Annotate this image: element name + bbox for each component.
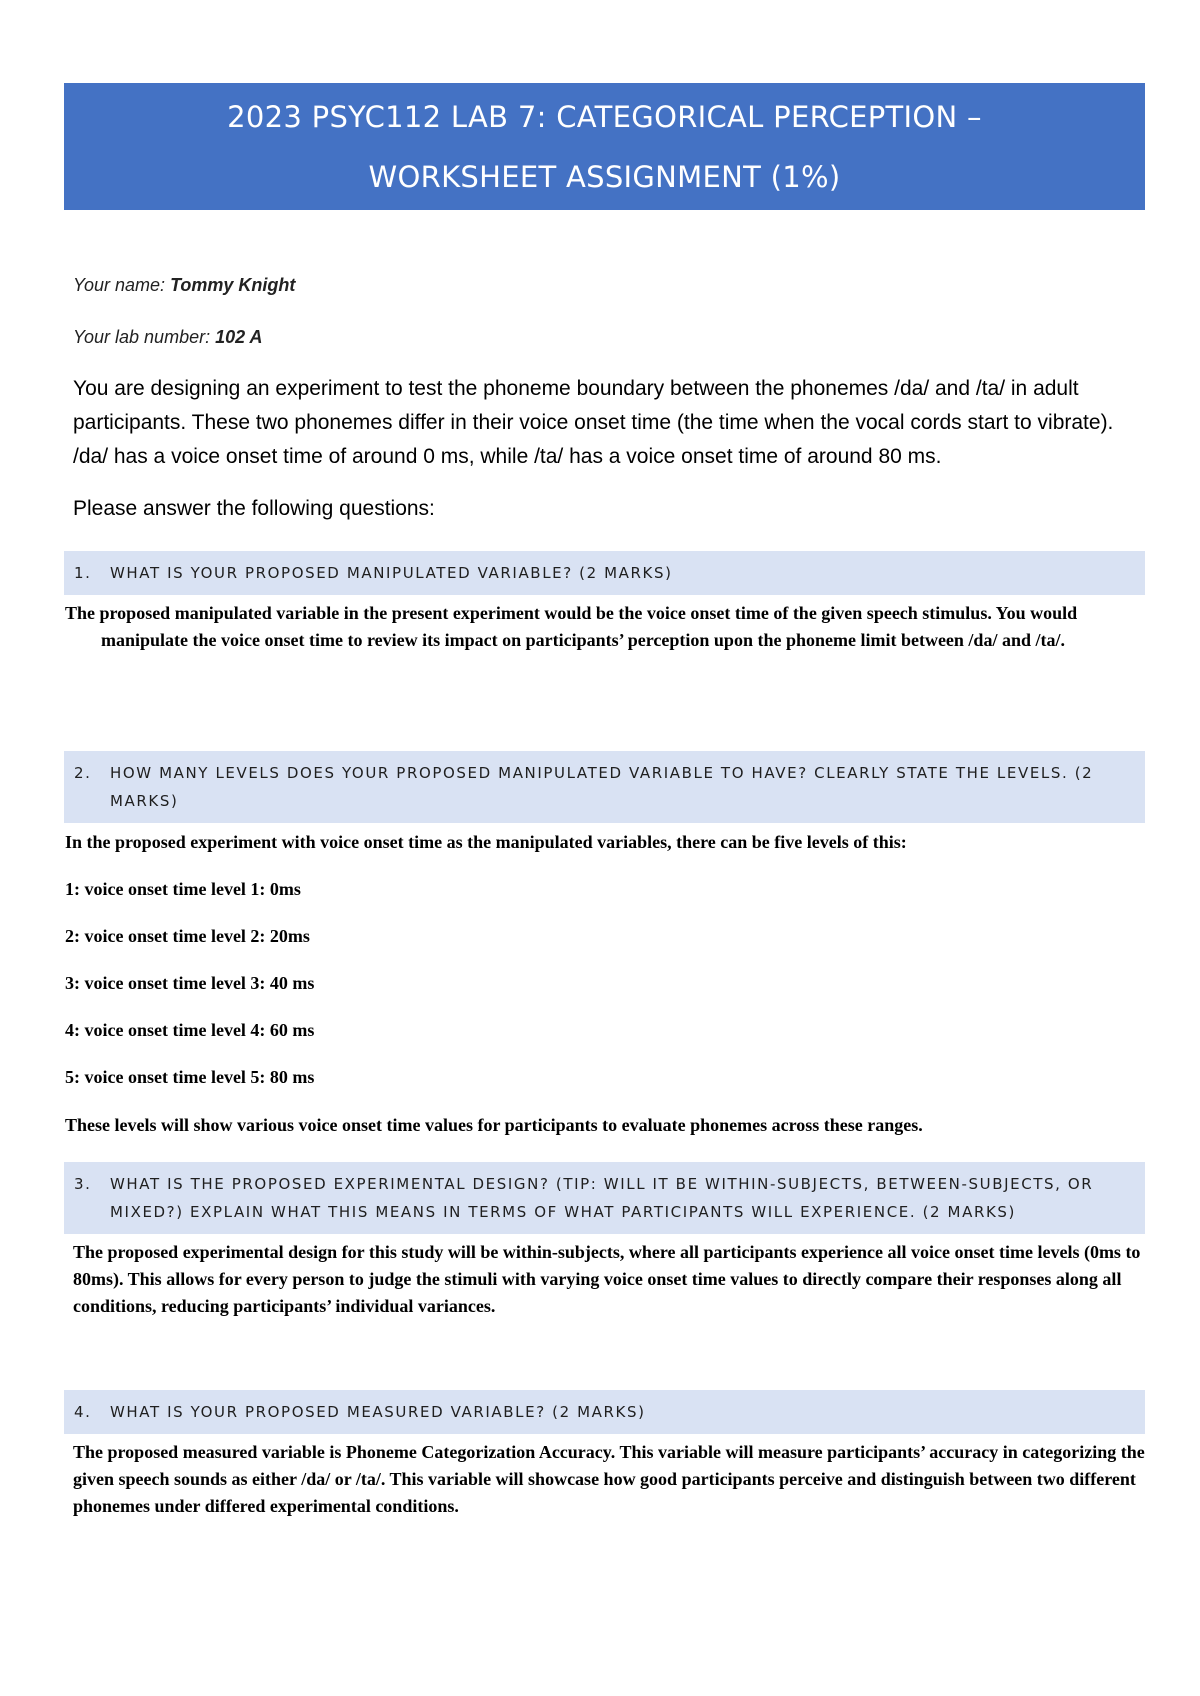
level-item-4: 4: voice onset time level 4: 60 ms (65, 1020, 315, 1040)
question-2-text: HOW MANY LEVELS DOES YOUR PROPOSED MANIPULATED VARIABLE TO HAVE? CLEARLY STATE THE LEVELS. (2 MARKS) (110, 764, 1094, 810)
question-2-header (64, 751, 1145, 823)
title-line-1: 2023 PSYC112 LAB 7: CATEGORICAL PERCEPTION – (227, 100, 982, 134)
student-name-value: Tommy Knight (170, 275, 296, 295)
student-name-label: Your name: (73, 275, 166, 295)
question-4-number: 4. (74, 1403, 92, 1421)
title-banner (64, 83, 1145, 210)
question-2-answer-intro: In the proposed experiment with voice onset time as the manipulated variables, there can be five levels of this: (65, 832, 907, 852)
instructions-prompt: Please answer the following questions: (73, 497, 435, 520)
lab-number-value: 102 A (215, 327, 263, 347)
question-4-text: WHAT IS YOUR PROPOSED MEASURED VARIABLE? (2 MARKS) (110, 1403, 646, 1421)
question-1-number: 1. (74, 564, 92, 582)
question-4-header (64, 1390, 1145, 1434)
level-item-2: 2: voice onset time level 2: 20ms (65, 926, 310, 946)
question-1-answer: The proposed manipulated variable in the present experiment would be the voice onset time of the given speech stimulus. You would manipulate the voice onset time to review its impact on participants’ perception upon the phoneme limit between /da/ and /ta/. (65, 603, 1078, 650)
question-3-text: WHAT IS THE PROPOSED EXPERIMENTAL DESIGN? (TIP: WILL IT BE WITHIN-SUBJECTS, BETWEEN-SUBJECTS, OR MIXED?) EXPLAIN WHAT THIS MEANS IN TERMS OF WHAT PARTICIPANTS WILL EXPERIENCE. (2 MARKS) (110, 1175, 1094, 1221)
question-2-answer-outro: These levels will show various voice onset time values for participants to evaluate phonemes across these ranges. (65, 1115, 923, 1135)
question-3-answer: The proposed experimental design for this study will be within-subjects, where all participants experience all voice onset time levels (0ms to 80ms). This allows for every person to judge the stimuli with varying voice onset time values to directly compare their responses along all conditions, reducing participants’ individual variances. (73, 1242, 1141, 1316)
question-3-header (64, 1162, 1145, 1234)
title-line-2: WORKSHEET ASSIGNMENT (1%) (368, 160, 841, 194)
level-item-1: 1: voice onset time level 1: 0ms (65, 879, 301, 899)
intro-paragraph: You are designing an experiment to test the phoneme boundary between the phonemes /da/ and /ta/ in adult participants. These two phonemes differ in their voice onset time (the time when the vocal cords start to vibrate). /da/ has a voice onset time of around 0 ms, while /ta/ has a voice onset time of around 80 ms. (73, 377, 1114, 468)
question-1-text: WHAT IS YOUR PROPOSED MANIPULATED VARIABLE? (2 MARKS) (110, 564, 673, 582)
lab-number-line (73, 327, 262, 348)
lab-number-label: Your lab number: (73, 327, 211, 347)
question-2-number: 2. (74, 764, 92, 782)
student-name-line (73, 275, 295, 296)
question-4-answer: The proposed measured variable is Phoneme Categorization Accuracy. This variable will measure participants’ accuracy in categorizing the given speech sounds as either /da/ or /ta/. This variable will showcase how good participants perceive and distinguish between two different phonemes under differed experimental conditions. (73, 1442, 1145, 1516)
question-1-header (64, 551, 1145, 595)
question-3-number: 3. (74, 1175, 92, 1193)
level-item-3: 3: voice onset time level 3: 40 ms (65, 973, 315, 993)
level-item-5: 5: voice onset time level 5: 80 ms (65, 1067, 315, 1087)
